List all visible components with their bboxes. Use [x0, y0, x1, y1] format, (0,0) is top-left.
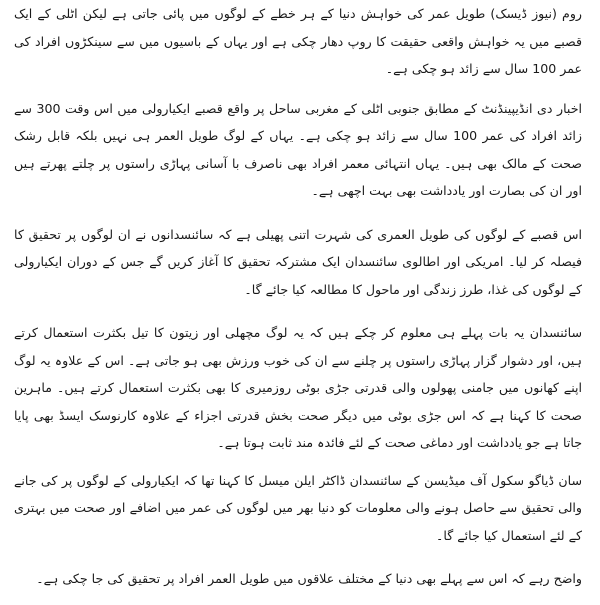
- article-paragraph-research: اس قصبے کے لوگوں کی طویل العمری کی شہرت اتنی پھیلی ہے کہ سائنسدانوں نے ان لوگوں پر تحقیق کا فیصلہ کر لیا۔ امریکی اور اطالوی سائنسدان ایک مشترکہ تحقیق کا آغاز کریں گے جس کے دوران ایکیارولی کے لوگوں کی غذا، طرز زندگی اور ماحول کا مطالعہ کیا جائے گا۔: [14, 226, 582, 297]
- article-paragraph-diet: سائنسدان یہ بات پہلے ہی معلوم کر چکے ہیں کہ یہ لوگ مچھلی اور زیتون کا تیل بکثرت استعمال کرتے ہیں، اور دشوار گزار پہاڑی راستوں پر چلنے سے ان کی خوب ورزش بھی ہو جاتی ہے۔ اس کے علاوہ یہ لوگ اپنے کھانوں میں جامنی پھولوں والی قدرتی جڑی بوٹی روزمیری کا بھی بکثرت استعمال کرتے ہیں۔ ماہرین صحت کا کہنا ہے کہ اس جڑی بوٹی میں دیگر صحت بخش قدرتی اجزاء کے علاوہ کارنوسک ایسڈ بھی پایا جاتا ہے جو یادداشت اور دماغی صحت کے لئے فائدہ مند ثابت ہوتا ہے۔: [14, 325, 582, 450]
- article-paragraph-closing: واضح رہے کہ اس سے پہلے بھی دنیا کے مختلف علاقوں میں طویل العمر افراد پر تحقیق کی جا چکی ہے۔: [36, 571, 582, 586]
- article-paragraph-scientist: سان ڈیاگو سکول آف میڈیسن کے سائنسدان ڈاکٹر ایلن میسل کا کہنا تھا کہ ایکیارولی کے لوگوں پر کی جانے والی تحقیق سے حاصل ہونے والی معلومات کو دنیا بھر میں لوگوں کی عمر میں اضافے اور صحت میں بہتری کے لئے استعمال کیا جائے گا۔: [14, 472, 582, 543]
- article-paragraph-intro: روم (نیوز ڈیسک) طویل عمر کی خواہش دنیا کے ہر خطے کے لوگوں میں پائی جاتی ہے لیکن اٹلی کے ایک قصبے میں یہ خواہش واقعی حقیقت کا روپ دھار چکی ہے اور یہاں کے باسیوں میں سے سینکڑوں افراد کی عمر 100 سال سے زائد ہو چکی ہے۔: [14, 6, 582, 76]
- article-paragraph-location: اخبار دی انڈیپینڈنٹ کے مطابق جنوبی اٹلی کے مغربی ساحل پر واقع قصبے ایکیارولی میں اس وقت 300 سے زائد افراد کی عمر 100 سال سے زائد ہو چکی ہے۔ یہاں کے لوگ طویل العمر ہی نہیں بلکہ قابل رشک صحت کے مالک بھی ہیں۔ یہاں انتہائی معمر افراد بھی ناصرف با آسانی پہاڑی راستوں پر چلتے پھرتے ہیں اور ان کی بصارت اور یادداشت بھی بہت اچھی ہے۔: [14, 100, 583, 198]
- article-body: [14, 0, 582, 605]
